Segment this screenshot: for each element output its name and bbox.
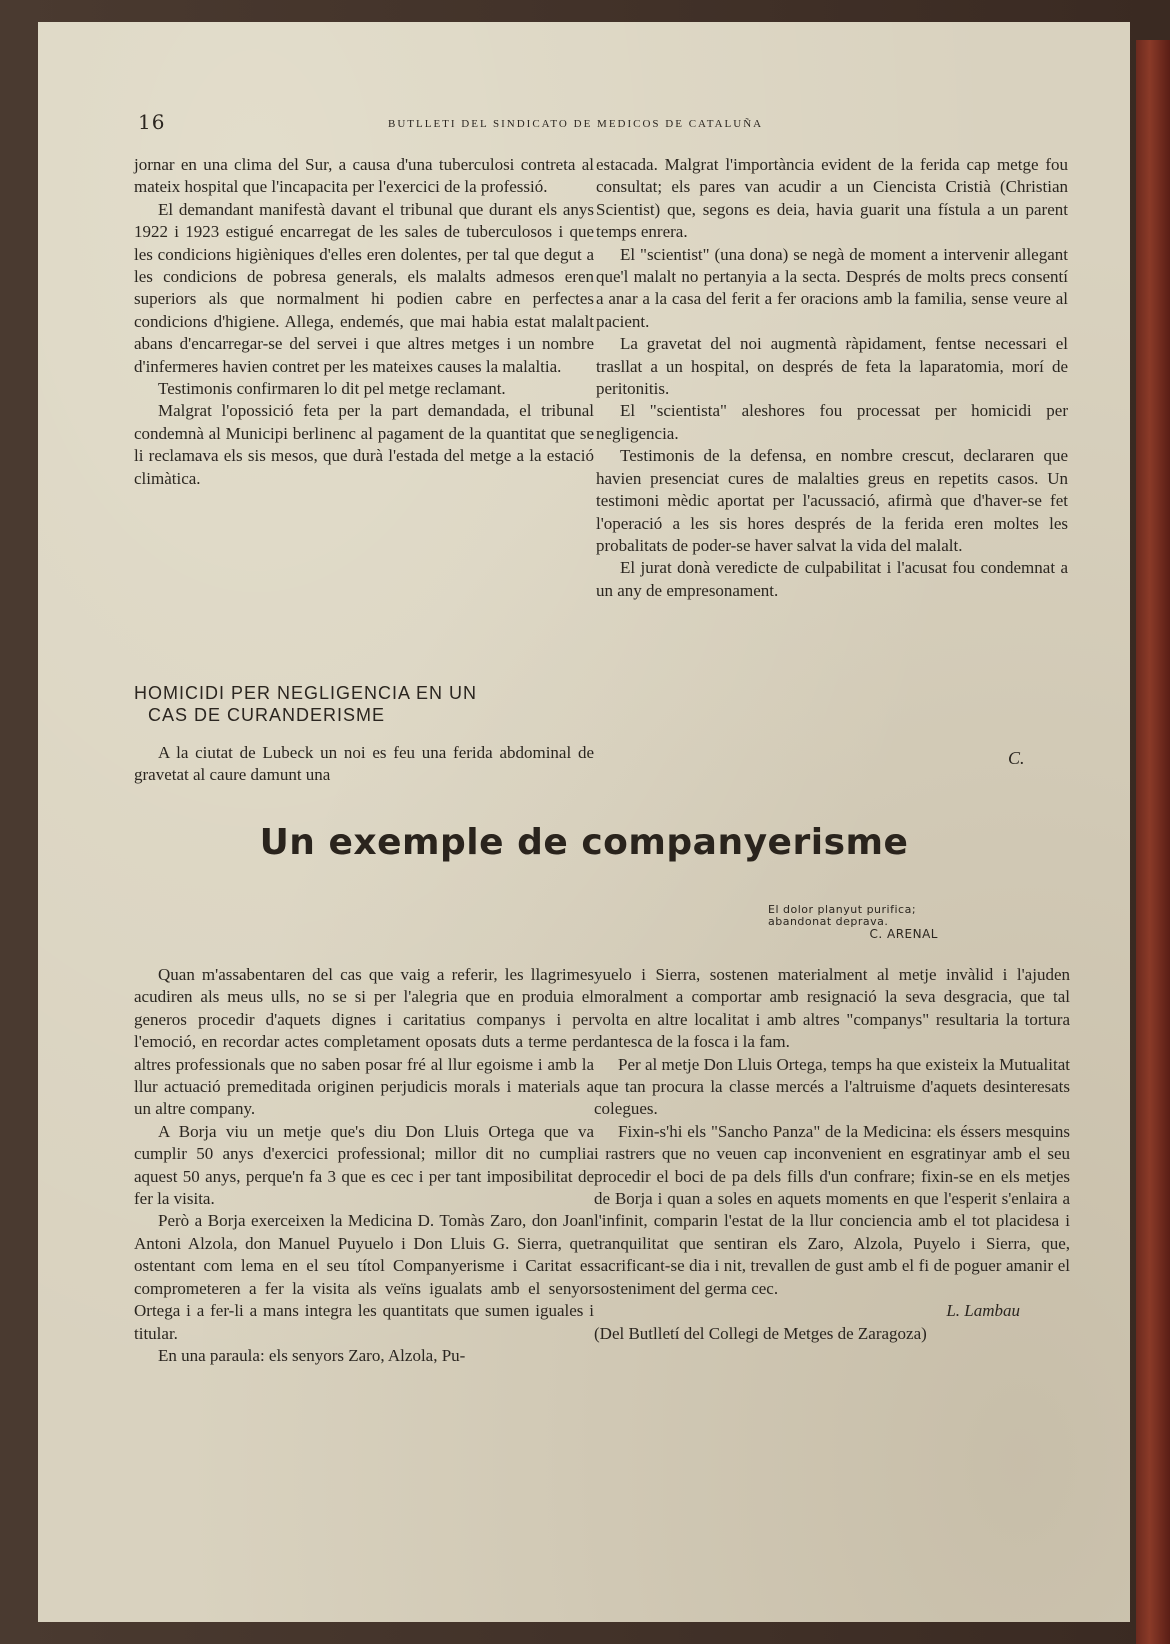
running-title: BUTLLETI DEL SINDICATO DE MEDICOS DE CATALUÑA: [388, 118, 764, 130]
section-heading: [134, 682, 594, 726]
epigraph-line: abandonat deprava.: [768, 915, 889, 928]
column-bottom-right: [594, 964, 1070, 1345]
epigraph: [768, 904, 968, 940]
paragraph: Testimonis de la defensa, en nombre crescut, declararen que havien presenciat cures de malalties greus en repetits casos. Un testimoni mèdic aportat per l'acussació, afirmà que d'haver-se fet l'operació a les sis hores després de la ferida eren moltes les probalitats de poder-se haver salvat la vida del malalt.: [596, 446, 1068, 555]
paragraph: El demandant manifestà davant el tribunal que durant els anys 1922 i 1923 estigué encarregat de les sales de tuberculosos i que les condicions higièniques d'elles eren dolentes, per tal que degut a les condicions de pobresa generals, els malalts admesos eren superiors als que normalment hi podien cabre en perfectes condicions d'higiene. Allega, endemés, que mai habia estat malalt abans d'encarregar-se del servei i que altres metges i un nombre d'infermeres havien contret per les mateixes causes la malaltia.: [134, 199, 594, 376]
book-binding-edge: [1136, 40, 1170, 1644]
paragraph: El jurat donà veredicte de culpabilitat i l'acusat fou condemnat a un any de empresonament.: [596, 558, 1068, 600]
column-bottom-left: [134, 964, 594, 1367]
paragraph: La gravetat del noi augmentà ràpidament, fentse necessari el trasllat a un hospital, on després de feta la laparatomia, morí de peritonitis.: [596, 334, 1068, 399]
paragraph: Malgrat l'opossició feta per la part demandada, el tribunal condemnà al Municipi berlinenc al pagament de la quantitat que se li reclamava els sis mesos, que durà l'estada del metge a la estació climàtica.: [134, 401, 594, 488]
signature-initial: C.: [1008, 748, 1025, 768]
column-top-left: [134, 154, 594, 490]
document-page: [38, 22, 1130, 1622]
paragraph: El "scientist" (una dona) se negà de moment a intervenir allegant que'l malalt no pertanyia a la secta. Després de molts precs consentí a anar a la casa del ferit a fer oracions amb la familia, sense veure al pacient.: [596, 244, 1068, 331]
paragraph: Fixin-s'hi els "Sancho Panza" de la Medicina: els éssers mesquins i rastrers que no veuen cap inconvenient en esgratinyar amb el seu procedir el boci de pa dels fills d'un confrare; fixin-se en els metjes de Borja i quan a soles en aquets moments en que l'esperit s'enlaira a l'infinit, comparin l'estat de la llur conciencia amb el tot placidesa i tranquilitat que sentiran els Zaro, Alzola, Puyelo i Sierra, que, sacrificant-se dia i nit, trevallen de gust amb el fi de poguer amanir el sosteniment del germa cec.: [594, 1121, 1070, 1298]
paragraph: Però a Borja exerceixen la Medicina D. Tomàs Zaro, don Joan Antoni Alzola, don Manuel Puyuelo i Don Lluis G. Sierra, que ostentant com lema en el seu títol Companyerisme i Caritat es comprometeren a fer la visita als veïns igualats amb el senyor Ortega i a fer-li a mans integra les quantitats que sumen iguales i titular.: [134, 1211, 594, 1343]
column-mid-left: [134, 742, 594, 787]
epigraph-author: C. ARENAL: [869, 927, 938, 941]
page-number: 16: [138, 110, 166, 134]
paragraph: El "scientista" aleshores fou processat per homicidi per negligencia.: [596, 401, 1068, 443]
paragraph: estacada. Malgrat l'importància evident de la ferida cap metge fou consultat; els pares van acudir a un Ciencista Cristià (Christian Scientist) que, segons es deia, havia guarit una fístula a un parent temps enrera.: [596, 155, 1068, 242]
paragraph: Per al metje Don Lluis Ortega, temps ha que existeix la Mutualitat que tan procura la classe mercés a l'altruisme d'aquets desinteresats colegues.: [594, 1054, 1070, 1119]
column-top-right: [596, 154, 1068, 602]
author-signature: L. Lambau: [946, 1301, 1020, 1321]
paragraph: En una paraula: els senyors Zaro, Alzola, Pu-: [158, 1345, 466, 1365]
page-header: [138, 110, 1068, 140]
paragraph: A Borja viu un metje que's diu Don Lluis Ortega que va cumplir 50 anys d'exercici professional; millor dit no cumplia aquest 50 anys, perque'n fa 3 que es cec i per tant imposibilitat de fer la visita.: [134, 1121, 594, 1209]
paragraph: Testimonis confirmaren lo dit pel metge reclamant.: [158, 379, 506, 399]
paragraph: Quan m'assabentaren del cas que vaig a referir, les llagrimes acudiren als meus ulls, no se si per l'alegria que en produia el generos procedir d'aquets dignes i caritatius companys i per l'emoció, en recordar actes completament oposats duts a terme per altres professionals que no saben posar fré al llur egoisme i amb la llur actuació premeditada originen perjudicis morals i materials a un altre company.: [134, 965, 594, 1119]
paragraph: jornar en una clima del Sur, a causa d'una tuberculosi contreta al mateix hospital que l'incapacita per l'exercici de la professió.: [134, 155, 594, 197]
paragraph: yuelo i Sierra, sostenen materialment al metje invàlid i l'ajuden moralment a comportar amb resignació la seva desgracia, que tal volta en altre localitat i amb altres "companys" resultaria la tortura dantesca de la fosca i la fam.: [594, 965, 1070, 1052]
section-heading-line1: HOMICIDI PER NEGLIGENCIA EN UN: [134, 683, 478, 703]
article-title: Un exemple de companyerisme: [259, 822, 909, 863]
source-note: (Del Butlletí del Collegi de Metges de Zaragoza): [594, 1323, 927, 1343]
paragraph: A la ciutat de Lubeck un noi es feu una ferida abdominal de gravetat al caure damunt una: [134, 743, 594, 785]
epigraph-line: El dolor planyut purifica;: [768, 903, 917, 916]
section-heading-line2: CAS DE CURANDERISME: [148, 705, 386, 725]
